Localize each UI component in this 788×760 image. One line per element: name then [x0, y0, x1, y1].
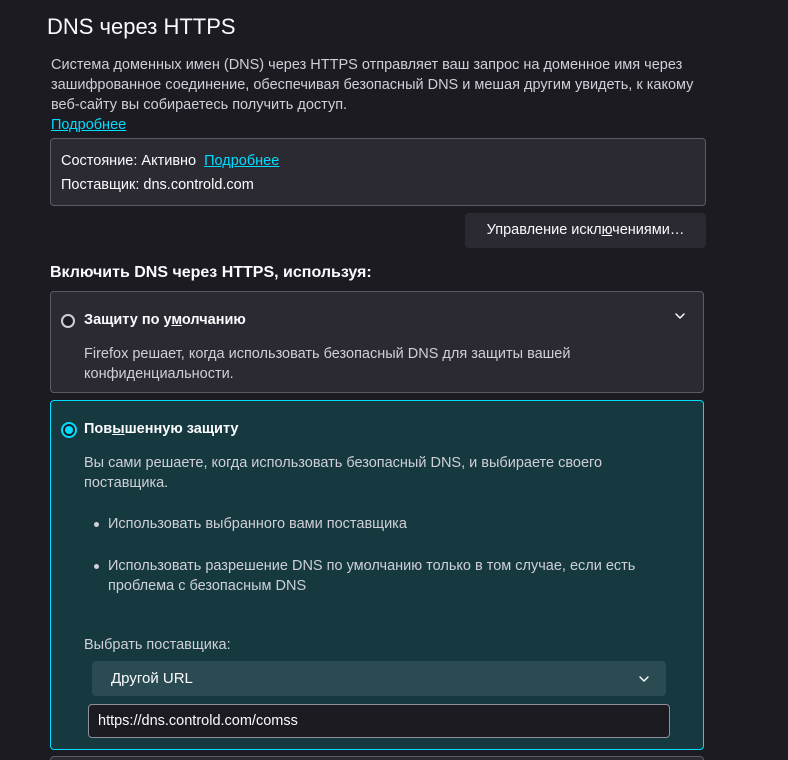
manage-exceptions-label-end: чениями… [612, 222, 685, 238]
section-description: Система доменных имен (DNS) через HTTPS отправляет ваш запрос на доменное имя через зашифрованное соединение, обеспечивая безопасный DNS и мешая другим увидеть, к какому веб-сайту вы собираетесь получить доступ. [51, 57, 694, 113]
manage-exceptions-accesskey: ю [601, 222, 613, 238]
default-protection-title-start: Защиту по у [84, 312, 172, 328]
increased-protection-accesskey: ы [112, 421, 125, 437]
status-box [50, 138, 706, 206]
default-protection-title-end: олчанию [181, 312, 246, 328]
default-protection-radio[interactable] [61, 314, 75, 328]
manage-exceptions-label-start: Управление искл [486, 222, 602, 238]
enable-doh-heading: Включить DNS через HTTPS, используя: [50, 264, 372, 281]
provider-select[interactable] [92, 661, 666, 696]
option-increased-protection[interactable] [50, 400, 704, 750]
increased-protection-title [84, 421, 239, 437]
default-protection-accesskey: м [171, 312, 182, 328]
increased-protection-title-start: Пов [84, 421, 113, 437]
increased-protection-description: Вы сами решаете, когда использовать безопасный DNS, и выбираете своего поставщика. [84, 455, 603, 491]
bullet-icon [94, 564, 99, 569]
status-state: Состояние: Активно [61, 153, 197, 169]
option-default-protection[interactable] [50, 291, 704, 393]
list-item-text: Использовать разрешение DNS по умолчанию только в том случае, если есть проблема с безопасным DNS [108, 558, 636, 594]
chevron-down-icon[interactable] [674, 310, 686, 322]
default-protection-description: Firefox решает, когда использовать безопасный DNS для защиты вашей конфиденциальности. [84, 346, 571, 382]
learn-more-link[interactable]: Подробнее [51, 117, 127, 133]
provider-select-value: Другой URL [111, 670, 193, 687]
status-learn-more-link[interactable]: Подробнее [204, 153, 280, 169]
section-title: DNS через HTTPS [47, 14, 236, 39]
manage-exceptions-button[interactable] [465, 213, 706, 248]
default-protection-title [84, 312, 246, 328]
chevron-down-icon [638, 673, 650, 685]
increased-protection-title-end: шенную защиту [124, 421, 239, 437]
status-line [61, 153, 279, 169]
option-max-protection-edge[interactable] [50, 756, 704, 760]
status-provider: Поставщик: dns.controld.com [61, 177, 254, 193]
list-item-text: Использовать выбранного вами поставщика [108, 516, 407, 532]
bullet-icon [94, 522, 99, 527]
provider-label: Выбрать поставщика: [84, 637, 231, 653]
increased-protection-radio[interactable] [61, 422, 77, 438]
custom-url-input[interactable] [88, 704, 670, 738]
